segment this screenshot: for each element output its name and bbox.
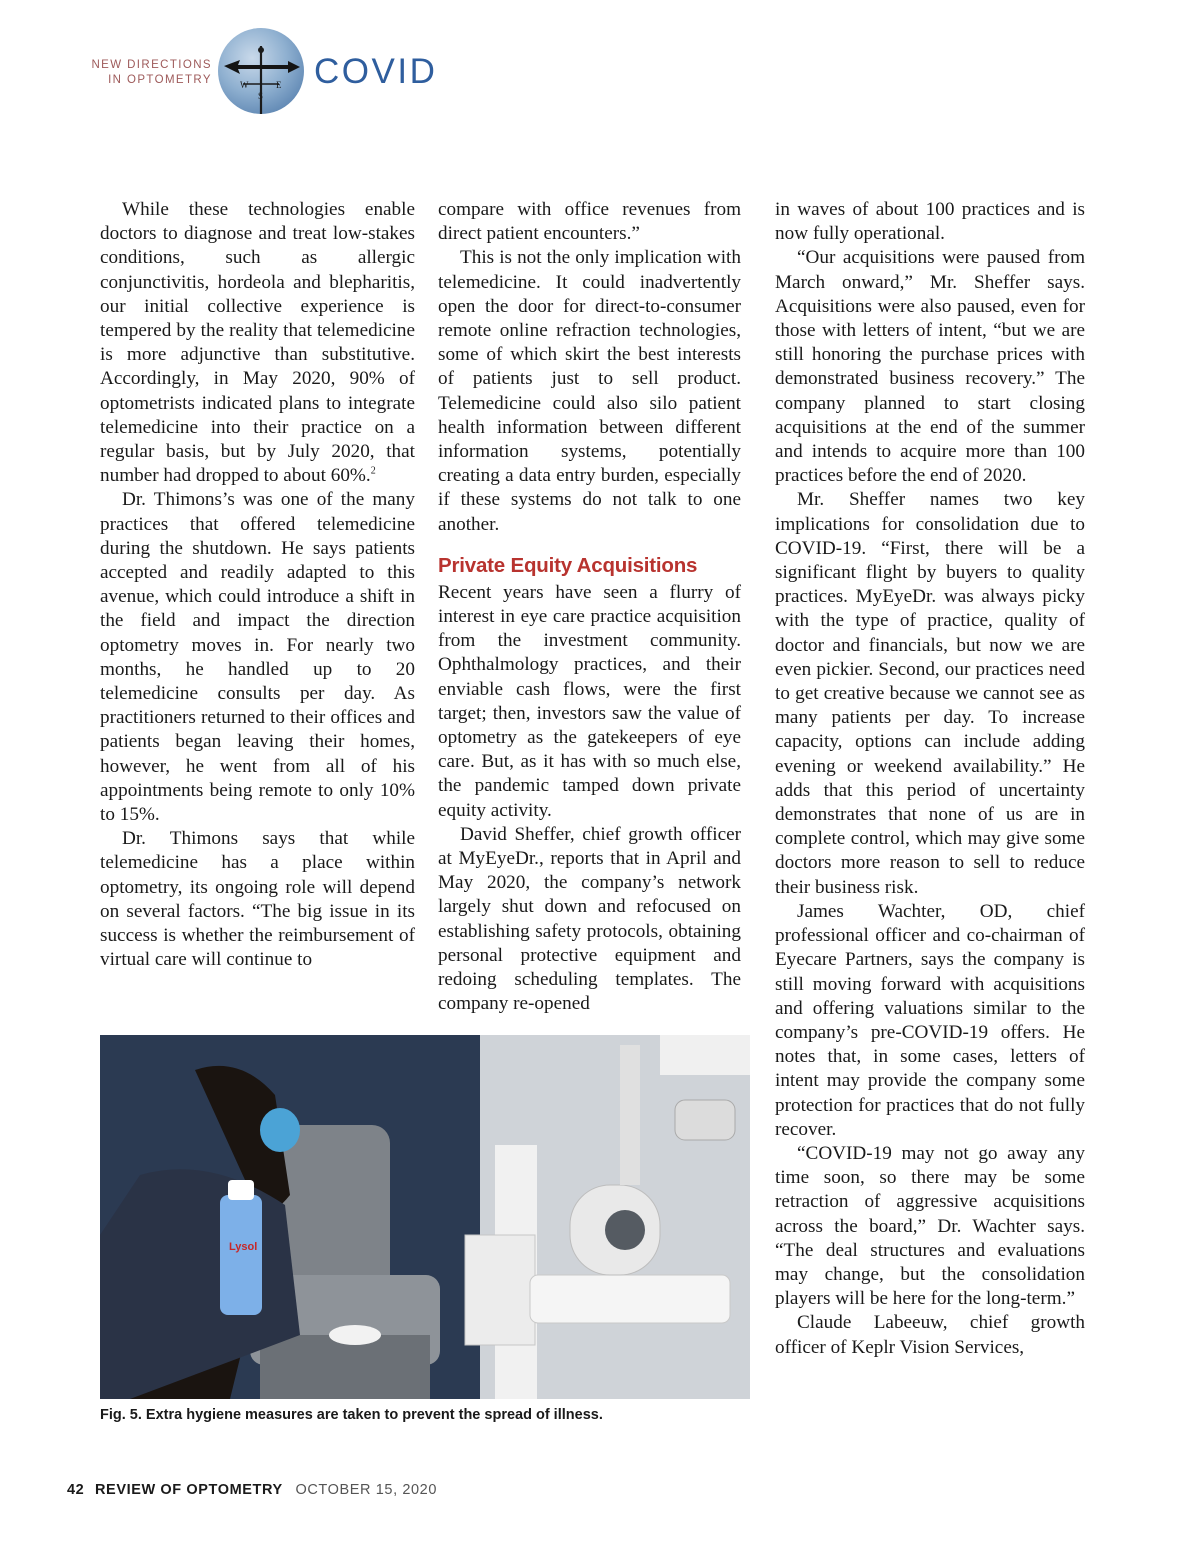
reference-superscript: 2 [370,465,376,477]
paragraph: James Wachter, OD, chief professional officer and co-chairman of Eyecare Partners, says the company is still moving forward with acquisitions and offering valuations similar to the company’s pre-COVID-19 offers. He notes that, in some cases, letters of intent may provide the company some protection for practices that do not fully recover. [775,900,1085,1140]
section-subheading: Private Equity Acquisitions [438,553,698,577]
svg-text:S: S [258,91,264,101]
paragraph: While these technologies enable doctors to diagnose and treat low-stakes conditions, such as allergic conjunctivitis, hordeola and blepharitis, our initial collective experience is tempered by the reality that telemedicine is more adjunctive than substitutive. Accordingly, in May 2020, 90% of optometrists indicated plans to integrate telemedicine into their practice on a regular basis, but by July 2020, that number had dropped to about 60%.$^2$ [100,199,415,487]
series-label-line1: NEW DIRECTIONS [91,59,212,71]
page-number: 42 [67,1482,85,1498]
page-header [0,0,1200,130]
paragraph: This is not the only implication with telemedicine. It could inadvertently open the door for direct-to-consumer remote online refraction technologies, some of which skirt the best interests of patients just to sell product. Telemedicine could also silo patient health information between different information systems, potentially creating a data entry burden, especially if these systems do not talk to one another. [438,247,741,535]
paragraph: David Sheffer, chief growth officer at MyEyeDr., reports that in April and May 2020, the company’s network largely shut down and refocused on establishing safety protocols, obtaining personal protective equipment and redoing scheduling templates. The company re-opened [438,823,741,1015]
paragraph: in waves of about 100 practices and is now fully operational. [775,199,1085,245]
column-2 [438,198,741,1017]
column-3 [775,198,1085,1360]
spray-label: Lysol [229,1241,258,1253]
paragraph: compare with office revenues from direct patient encounters.” [438,199,741,245]
page-footer [67,1482,437,1498]
paragraph: Claude Labeeuw, chief growth officer of Keplr Vision Services, [775,1312,1085,1358]
issue-date: OCTOBER 15, 2020 [295,1482,437,1498]
figure-photo [100,1035,750,1399]
magazine-title: REVIEW OF OPTOMETRY [94,1482,283,1498]
figure-caption: Fig. 5. Extra hygiene measures are taken to prevent the spread of illness. [100,1407,603,1423]
series-label [60,58,212,88]
paragraph: Dr. Thimons says that while telemedicine has a place within optometry, its ongoing role will depend on several factors. “The big issue in its success is whether the reimbursement of virtual care will continue to [100,828,415,971]
paragraph: “COVID-19 may not go away any time soon, so there may be some retraction of aggressive acquisitions across the board,” Dr. Wachter says. “The deal structures and evaluations may change, but the consolidation players will be here for the long-term.” [775,1142,1085,1310]
section-topic: COVID [314,52,438,91]
paragraph: “Our acquisitions were paused from March onward,” Mr. Sheffer says. Acquisitions were also paused, even for those with letters of intent, “but we are still honoring the purchase prices with demonstrated business recovery.” The company planned to start closing acquisitions at the end of the summer and intends to acquire more than 100 practices before the end of 2020. [775,247,1085,487]
weathervane-icon [218,28,304,114]
paragraph: Recent years have seen a flurry of interest in eye care practice acquisition from the investment community. Ophthalmology practices, and their enviable cash flows, were the first target; then, investors saw the value of optometry as the gatekeepers of eye care. But, as it has with so much else, the pandemic tamped down private equity activity. [438,581,741,821]
column-1 [100,198,415,973]
svg-text:E: E [276,80,282,90]
series-label-line2: IN OPTOMETRY [108,74,212,86]
paragraph: Dr. Thimons’s was one of the many practices that offered telemedicine during the shutdown. He says patients accepted and readily adapted to this avenue, which could introduce a shift in the field and impact the direction optometry moves in. For nearly two months, he handled up to 20 telemedicine consults per day. As practitioners returned to their offices and patients began leaving their homes, however, he went from all of his appointments being remote to only 10% to 15%. [100,489,415,826]
paragraph: Mr. Sheffer names two key implications for consolidation due to COVID-19. “First, there will be a significant flight by buyers to quality practices. MyEyeDr. was always picky with the type of practice, quality of doctor and financials, but now we are even pickier. Second, our practices need to get creative because we cannot see as many patients per day. To increase capacity, options can include adding evening or weekend availability.” He adds that this period of uncertainty demonstrates that none of us are in complete control, which may give some doctors more reason to sell to reduce their business risk. [775,489,1085,898]
svg-text:W: W [240,80,249,90]
